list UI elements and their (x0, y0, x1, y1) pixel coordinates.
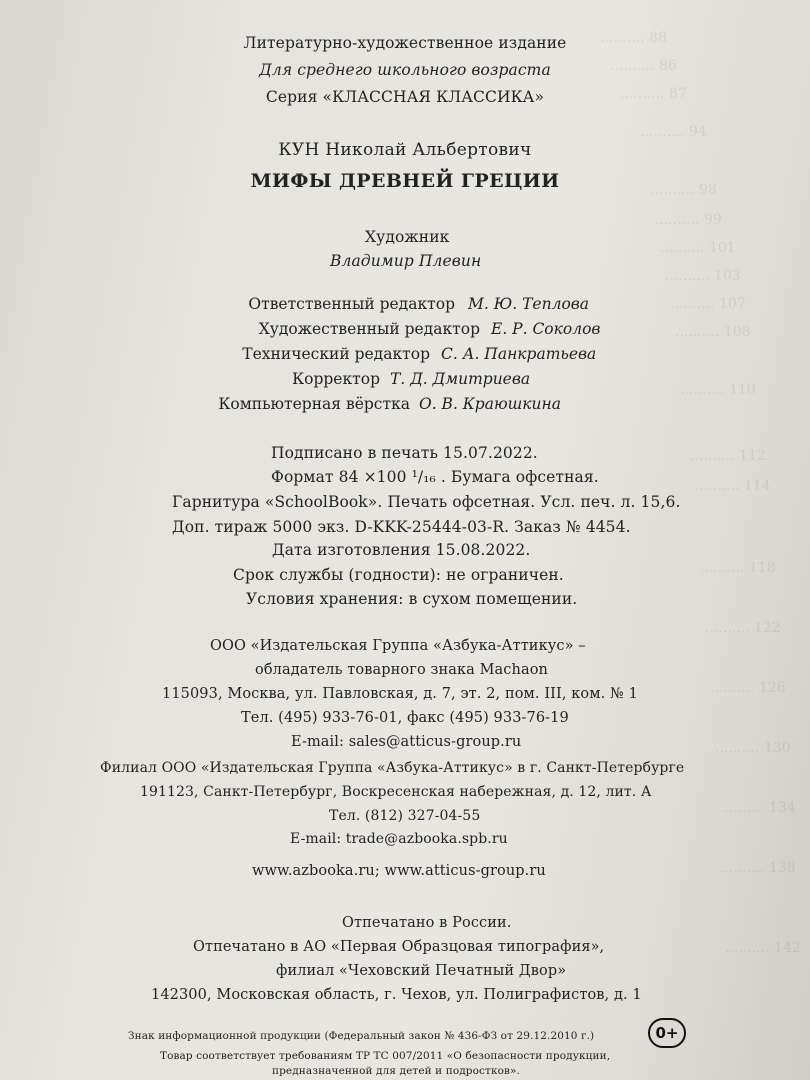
series: Серия «КЛАССНАЯ КЛАССИКА» (265, 88, 545, 106)
credit-name: С. А. Панкратьева (441, 345, 597, 363)
credit-name: О. В. Краюшкина (419, 395, 561, 413)
printer-line: Отпечатано в АО «Первая Образцовая типография», (193, 939, 605, 955)
credit-name: М. Ю. Теплова (468, 295, 590, 313)
credit-role: Корректор (292, 370, 380, 388)
compliance-text: предназначенной для детей и подростков». (272, 1065, 520, 1077)
publisher-line: ООО «Издательская Группа «Азбука-Аттикус» – (210, 638, 586, 654)
illustrator-label: Художник (365, 228, 450, 246)
branch-line: 191123, Санкт-Петербург, Воскресенская набережная, д. 12, лит. А (140, 784, 652, 800)
branch-line: Тел. (812) 327-04-55 (329, 808, 481, 824)
publisher-line: обладатель товарного знака Machaon (255, 662, 548, 678)
credit-name: Е. Р. Соколов (491, 320, 601, 338)
compliance-text: Товар соответствует требованиям ТР ТС 007/2011 «О безопасности продукции, (160, 1050, 611, 1062)
info-mark-text: Знак информационной продукции (Федеральный закон № 436-ФЗ от 29.12.2010 г.) (128, 1030, 595, 1042)
printer-line: Отпечатано в России. (342, 915, 512, 931)
author: КУН Николай Альбертович (278, 140, 532, 160)
publisher-line: Тел. (495) 933-76-01, факс (495) 933-76-19 (241, 710, 569, 726)
audience: Для среднего школьного возраста (259, 61, 551, 79)
print-info-line: Условия хранения: в сухом помещении. (246, 590, 578, 608)
print-info-line: Дата изготовления 15.08.2022. (272, 541, 531, 559)
websites: www.azbooka.ru; www.atticus-group.ru (252, 863, 546, 879)
print-info-line: Срок службы (годности): не ограничен. (233, 566, 564, 584)
credit-role: Компьютерная вёрстка (218, 395, 410, 413)
publisher-email: E-mail: sales@atticus-group.ru (291, 734, 522, 750)
credit-role: Технический редактор (242, 345, 430, 363)
credit-role: Художественный редактор (258, 320, 480, 338)
print-info-line: Гарнитура «SchoolBook». Печать офсетная. Усл. печ. л. 15,6. (172, 493, 681, 511)
printer-line: 142300, Московская область, г. Чехов, ул. Полиграфистов, д. 1 (151, 987, 642, 1003)
branch-email: E-mail: trade@azbooka.spb.ru (290, 831, 508, 847)
credit-name: Т. Д. Дмитриева (390, 370, 531, 388)
branch-line: Филиал ООО «Издательская Группа «Азбука-Аттикус» в г. Санкт-Петербурге (100, 760, 685, 776)
edition-type: Литературно-художественное издание (243, 34, 567, 52)
print-info-line: Доп. тираж 5000 экз. D-KKK-25444-03-R. Заказ № 4454. (172, 518, 631, 536)
book-title: МИФЫ ДРЕВНЕЙ ГРЕЦИИ (250, 170, 560, 192)
age-rating-badge: 0+ (648, 1018, 686, 1048)
print-info-line: Подписано в печать 15.07.2022. (271, 444, 538, 462)
illustrator-name: Владимир Плевин (330, 252, 482, 270)
publisher-line: 115093, Москва, ул. Павловская, д. 7, эт. 2, пом. III, ком. № 1 (162, 686, 638, 702)
print-info-line: Формат 84 ×100 ¹/₁₆ . Бумага офсетная. (271, 468, 599, 486)
printer-line: филиал «Чеховский Печатный Двор» (276, 963, 567, 979)
credit-role: Ответственный редактор (248, 295, 455, 313)
